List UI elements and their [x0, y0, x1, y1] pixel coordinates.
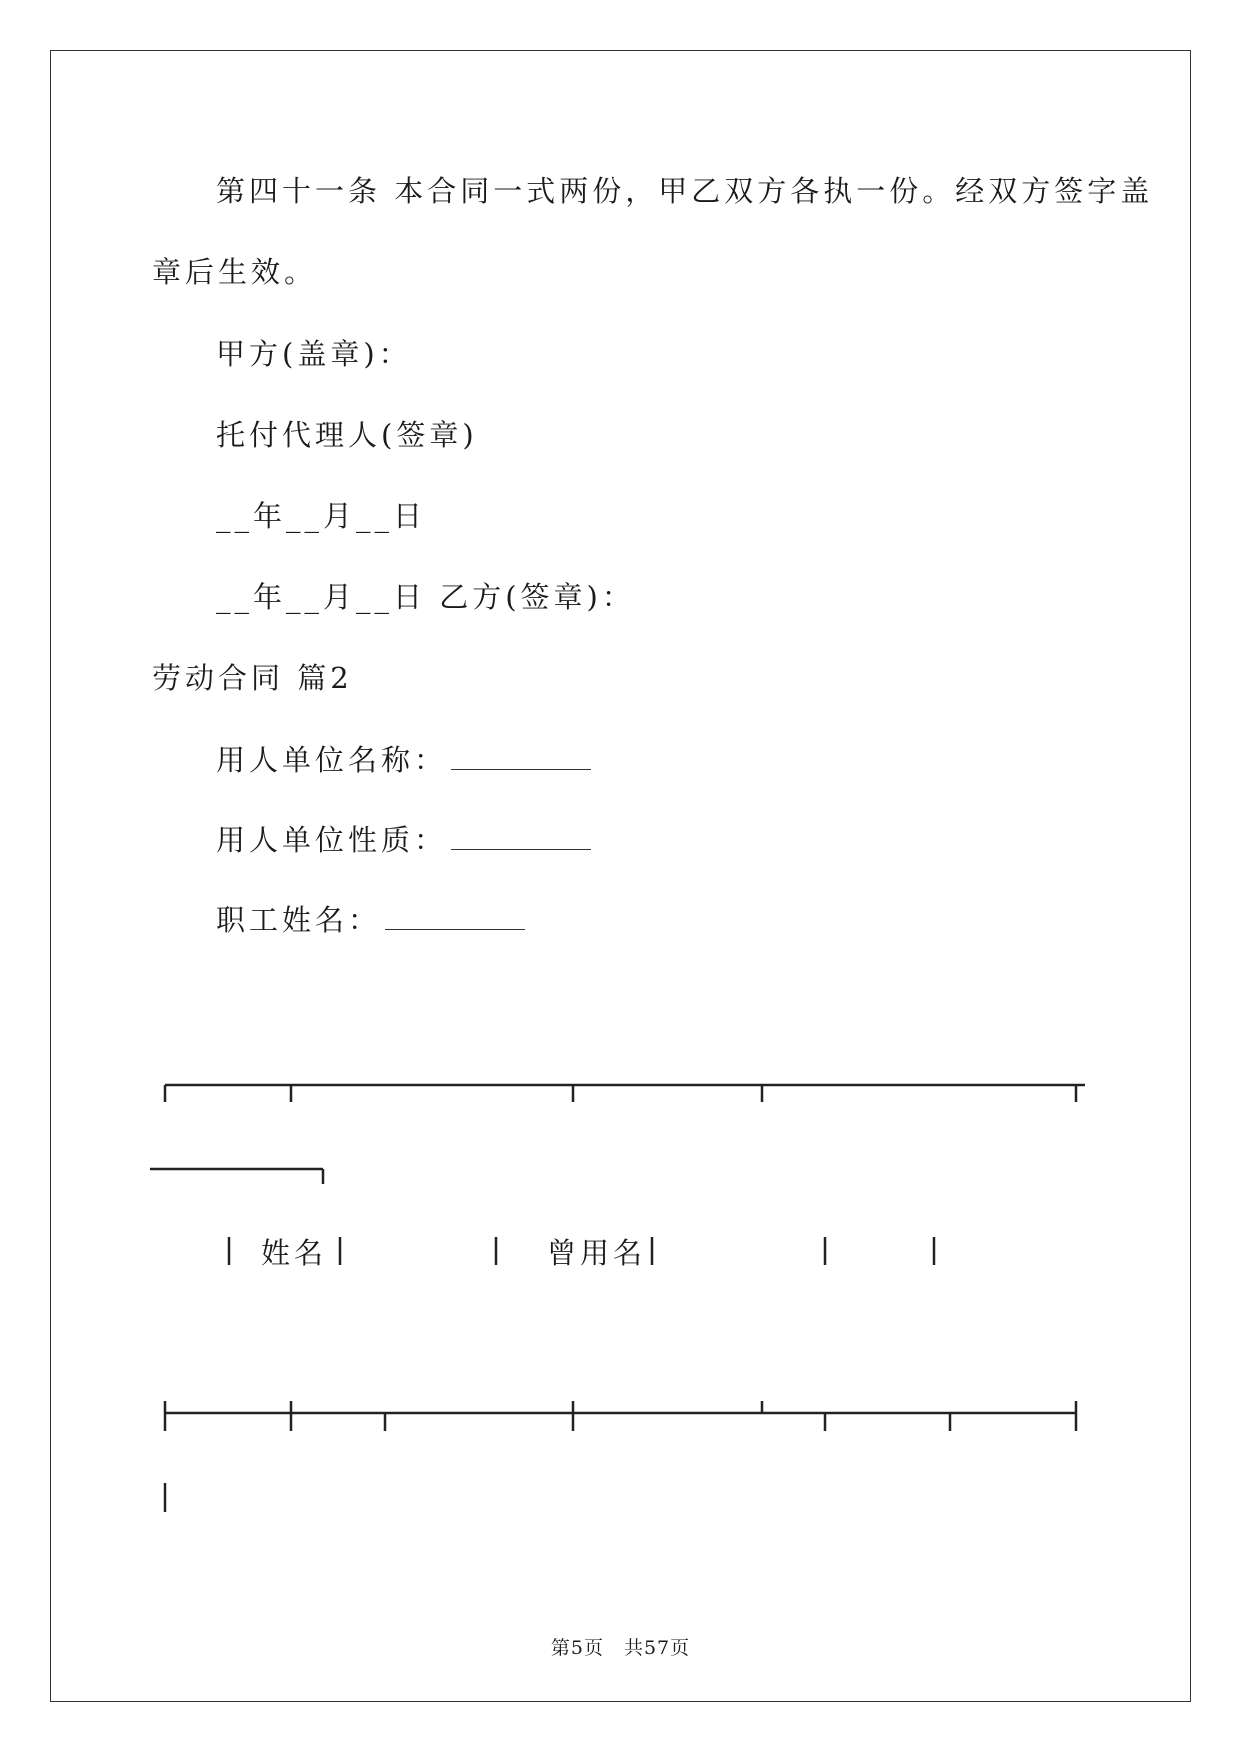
table-cell-former-name: 曾用名	[547, 1236, 647, 1270]
page-footer: 第5页 共57页	[550, 1637, 691, 1659]
clause-41-line2: 章后生效。	[152, 255, 318, 289]
employer-nature-label: 用人单位性质：	[216, 823, 448, 857]
party-a-seal: 甲方(盖章)：	[216, 337, 412, 371]
employee-name-label: 职工姓名：	[216, 903, 382, 937]
date-line-1: __年__月__日	[216, 499, 427, 533]
date-line-2: __年__月__日 乙方(签章)：	[216, 580, 635, 614]
clause-41-line1: 第四十一条 本合同一式两份，甲乙双方各执一份。经双方签字盖	[216, 174, 1154, 208]
employer-name-label: 用人单位名称：	[216, 743, 448, 777]
section-title: 劳动合同 篇2	[152, 661, 353, 695]
table-cell-name: 姓名	[261, 1236, 328, 1270]
agent-signature: 托付代理人(签章)	[216, 418, 478, 452]
